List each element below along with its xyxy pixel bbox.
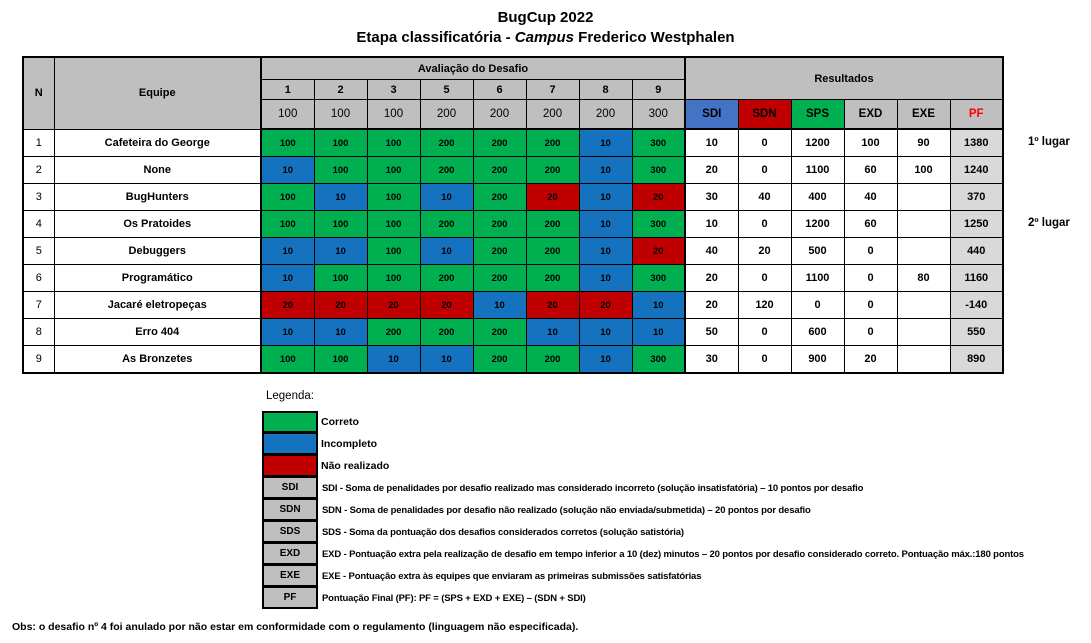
cell-team-name: Programático xyxy=(54,265,261,292)
subtitle-campus-italic: Campus xyxy=(514,28,574,46)
result-cell-sdi: 10 xyxy=(685,129,738,157)
result-cell-sdi: 20 xyxy=(685,157,738,184)
legend-abbrev-box-exe: EXE xyxy=(262,565,318,587)
challenge-cell-3-correct: 100 xyxy=(367,265,420,292)
challenge-cell-7-incomplete: 10 xyxy=(526,319,579,346)
result-cell-pf: 1240 xyxy=(950,157,1003,184)
challenge-cell-3-correct: 100 xyxy=(367,129,420,157)
legend-swatch-correct xyxy=(262,411,318,433)
legend-abbrev-row xyxy=(262,521,1024,543)
result-col-header-pf: PF xyxy=(950,100,1003,130)
challenge-cell-9-not_done: 20 xyxy=(632,184,685,211)
challenge-col-header-2: 2 xyxy=(314,80,367,100)
legend-abbrev-text: EXE - Pontuação extra às equipes que enviaram as primeiras submissões satisfatórias xyxy=(322,570,702,582)
result-col-header-exd: EXD xyxy=(844,100,897,130)
legend-color-row xyxy=(262,411,1024,433)
result-cell-sdi: 30 xyxy=(685,346,738,374)
challenge-cell-8-incomplete: 10 xyxy=(579,157,632,184)
challenge-cell-9-correct: 300 xyxy=(632,211,685,238)
challenge-cell-9-correct: 300 xyxy=(632,265,685,292)
challenge-cell-6-correct: 200 xyxy=(473,319,526,346)
legend-abbrev-text: Pontuação Final (PF): PF = (SPS + EXD + EXE) – (SDN + SDI) xyxy=(322,592,586,604)
team-row xyxy=(23,211,1003,238)
team-row xyxy=(23,184,1003,211)
result-cell-exe xyxy=(897,292,950,319)
legend-swatch-incomplete xyxy=(262,433,318,455)
challenge-points-header-8: 200 xyxy=(579,100,632,130)
challenge-cell-6-correct: 200 xyxy=(473,238,526,265)
result-col-header-sdi: SDI xyxy=(685,100,738,130)
challenge-cell-9-correct: 300 xyxy=(632,157,685,184)
challenge-cell-2-incomplete: 10 xyxy=(314,319,367,346)
result-cell-sdn: 40 xyxy=(738,184,791,211)
challenge-cell-1-incomplete: 10 xyxy=(261,238,314,265)
challenge-cell-8-incomplete: 10 xyxy=(579,238,632,265)
result-cell-sdi: 30 xyxy=(685,184,738,211)
result-cell-pf: 550 xyxy=(950,319,1003,346)
legend-abbrev-box-sds: SDS xyxy=(262,521,318,543)
legend-abbrev-row xyxy=(262,565,1024,587)
result-cell-sps: 1100 xyxy=(791,157,844,184)
cell-rank-number: 7 xyxy=(23,292,54,319)
cell-rank-number: 5 xyxy=(23,238,54,265)
challenge-cell-8-incomplete: 10 xyxy=(579,346,632,374)
challenge-cell-2-correct: 100 xyxy=(314,346,367,374)
legend-abbrev-text: EXD - Pontuação extra pela realização de desafio em tempo inferior a 10 (dez) minutos – 20 pontos por desafio considerado correto. Pontuação máx.:180 pontos xyxy=(322,548,1024,560)
page-subtitle xyxy=(0,28,1091,48)
result-cell-pf: -140 xyxy=(950,292,1003,319)
legend-abbrev-box-sdn: SDN xyxy=(262,499,318,521)
challenge-points-header-6: 200 xyxy=(473,100,526,130)
legend-color-row xyxy=(262,433,1024,455)
result-cell-exe: 80 xyxy=(897,265,950,292)
challenge-cell-7-correct: 200 xyxy=(526,265,579,292)
cell-team-name: Cafeteira do George xyxy=(54,129,261,157)
result-col-header-sps: SPS xyxy=(791,100,844,130)
cell-team-name: Jacaré eletropeças xyxy=(54,292,261,319)
result-cell-sps: 1200 xyxy=(791,129,844,157)
challenge-col-header-6: 6 xyxy=(473,80,526,100)
result-col-header-sdn: SDN xyxy=(738,100,791,130)
challenge-cell-7-correct: 200 xyxy=(526,211,579,238)
place-label-4: 2º lugar xyxy=(1028,217,1070,229)
challenge-cell-2-incomplete: 10 xyxy=(314,184,367,211)
team-row xyxy=(23,265,1003,292)
result-cell-pf: 1380 xyxy=(950,129,1003,157)
legend-abbrev-row xyxy=(262,477,1024,499)
challenge-cell-2-correct: 100 xyxy=(314,129,367,157)
team-row xyxy=(23,157,1003,184)
challenge-cell-3-incomplete: 10 xyxy=(367,346,420,374)
challenge-cell-3-correct: 100 xyxy=(367,157,420,184)
result-cell-pf: 890 xyxy=(950,346,1003,374)
place-label-1: 1º lugar xyxy=(1028,135,1070,148)
challenge-cell-7-correct: 200 xyxy=(526,346,579,374)
challenge-cell-9-correct: 300 xyxy=(632,346,685,374)
result-cell-exe: 100 xyxy=(897,157,950,184)
challenge-cell-5-not_done: 20 xyxy=(420,292,473,319)
result-cell-sdn: 0 xyxy=(738,346,791,374)
result-cell-exd: 0 xyxy=(844,265,897,292)
result-cell-sdn: 20 xyxy=(738,238,791,265)
challenge-cell-7-not_done: 20 xyxy=(526,184,579,211)
challenge-cell-5-correct: 200 xyxy=(420,319,473,346)
legend-color-row xyxy=(262,455,1024,477)
footnote: Obs: o desafio nº 4 foi anulado por não estar em conformidade com o regulamento (linguagem não especificada). xyxy=(12,621,579,633)
legend-title: Legenda: xyxy=(266,390,314,402)
challenge-col-header-1: 1 xyxy=(261,80,314,100)
challenge-cell-7-not_done: 20 xyxy=(526,292,579,319)
result-cell-pf: 1160 xyxy=(950,265,1003,292)
challenge-cell-5-correct: 200 xyxy=(420,211,473,238)
subtitle-suffix: Frederico Westphalen xyxy=(573,28,735,46)
legend-label: Incompleto xyxy=(321,438,378,450)
challenge-cell-6-correct: 200 xyxy=(473,346,526,374)
cell-rank-number: 1 xyxy=(23,129,54,157)
challenge-section-header: Avaliação do Desafio xyxy=(261,57,685,80)
challenge-cell-5-correct: 200 xyxy=(420,129,473,157)
challenge-cell-1-correct: 100 xyxy=(261,184,314,211)
result-cell-sps: 600 xyxy=(791,319,844,346)
cell-rank-number: 3 xyxy=(23,184,54,211)
result-cell-exd: 60 xyxy=(844,157,897,184)
challenge-cell-1-incomplete: 10 xyxy=(261,319,314,346)
result-cell-exd: 20 xyxy=(844,346,897,374)
challenge-cell-5-correct: 200 xyxy=(420,265,473,292)
challenge-cell-3-correct: 100 xyxy=(367,211,420,238)
challenge-cell-6-correct: 200 xyxy=(473,184,526,211)
challenge-cell-6-correct: 200 xyxy=(473,129,526,157)
challenge-points-header-5: 200 xyxy=(420,100,473,130)
cell-rank-number: 2 xyxy=(23,157,54,184)
results-table xyxy=(22,56,1004,374)
result-cell-sdi: 10 xyxy=(685,211,738,238)
challenge-cell-2-correct: 100 xyxy=(314,211,367,238)
result-cell-exe xyxy=(897,184,950,211)
result-cell-exd: 0 xyxy=(844,319,897,346)
legend-abbrev-text: SDS - Soma da pontuação dos desafios considerados corretos (solução satistória) xyxy=(322,526,684,538)
result-cell-sdn: 0 xyxy=(738,157,791,184)
result-cell-sps: 1200 xyxy=(791,211,844,238)
cell-rank-number: 9 xyxy=(23,346,54,374)
challenge-cell-5-correct: 200 xyxy=(420,157,473,184)
challenge-cell-5-incomplete: 10 xyxy=(420,184,473,211)
subtitle-prefix: Etapa classificatória - xyxy=(356,28,515,46)
result-cell-exd: 0 xyxy=(844,238,897,265)
challenge-col-header-7: 7 xyxy=(526,80,579,100)
result-cell-exe xyxy=(897,238,950,265)
challenge-points-header-9: 300 xyxy=(632,100,685,130)
result-cell-sdi: 20 xyxy=(685,265,738,292)
cell-team-name: BugHunters xyxy=(54,184,261,211)
challenge-cell-2-incomplete: 10 xyxy=(314,238,367,265)
challenge-cell-1-correct: 100 xyxy=(261,211,314,238)
result-cell-pf: 440 xyxy=(950,238,1003,265)
result-cell-sps: 1100 xyxy=(791,265,844,292)
result-cell-exd: 0 xyxy=(844,292,897,319)
challenge-col-header-3: 3 xyxy=(367,80,420,100)
legend-abbrev-row xyxy=(262,499,1024,521)
challenge-cell-9-not_done: 20 xyxy=(632,238,685,265)
challenge-cell-7-correct: 200 xyxy=(526,157,579,184)
challenge-cell-5-incomplete: 10 xyxy=(420,346,473,374)
cell-team-name: As Bronzetes xyxy=(54,346,261,374)
cell-team-name: None xyxy=(54,157,261,184)
result-cell-sps: 0 xyxy=(791,292,844,319)
challenge-cell-8-not_done: 20 xyxy=(579,292,632,319)
result-cell-sdn: 0 xyxy=(738,129,791,157)
challenge-cell-2-not_done: 20 xyxy=(314,292,367,319)
result-cell-sdi: 50 xyxy=(685,319,738,346)
result-cell-sdi: 20 xyxy=(685,292,738,319)
result-cell-sdn: 0 xyxy=(738,319,791,346)
challenge-cell-1-incomplete: 10 xyxy=(261,157,314,184)
results-section-header: Resultados xyxy=(685,57,1003,100)
cell-team-name: Erro 404 xyxy=(54,319,261,346)
result-cell-sps: 900 xyxy=(791,346,844,374)
challenge-col-header-8: 8 xyxy=(579,80,632,100)
title-block xyxy=(0,8,1091,47)
challenge-cell-7-correct: 200 xyxy=(526,129,579,157)
challenge-col-header-5: 5 xyxy=(420,80,473,100)
challenge-points-header-1: 100 xyxy=(261,100,314,130)
cell-rank-number: 6 xyxy=(23,265,54,292)
col-header-equipe: Equipe xyxy=(54,57,261,129)
result-cell-exe xyxy=(897,211,950,238)
challenge-cell-5-incomplete: 10 xyxy=(420,238,473,265)
challenge-col-header-9: 9 xyxy=(632,80,685,100)
result-cell-exe: 90 xyxy=(897,129,950,157)
legend-abbrev-row xyxy=(262,587,1024,609)
team-row xyxy=(23,292,1003,319)
challenge-cell-1-incomplete: 10 xyxy=(261,265,314,292)
challenge-cell-6-correct: 200 xyxy=(473,211,526,238)
challenge-cell-7-correct: 200 xyxy=(526,238,579,265)
challenge-cell-6-correct: 200 xyxy=(473,265,526,292)
col-header-n: N xyxy=(23,57,54,129)
result-cell-exe xyxy=(897,319,950,346)
legend-abbrev-box-sdi: SDI xyxy=(262,477,318,499)
result-cell-exe xyxy=(897,346,950,374)
challenge-points-header-2: 100 xyxy=(314,100,367,130)
challenge-cell-9-correct: 300 xyxy=(632,129,685,157)
result-cell-sdi: 40 xyxy=(685,238,738,265)
legend-abbrev-box-exd: EXD xyxy=(262,543,318,565)
challenge-cell-1-not_done: 20 xyxy=(261,292,314,319)
result-cell-sdn: 0 xyxy=(738,211,791,238)
result-cell-sps: 400 xyxy=(791,184,844,211)
challenge-points-header-7: 200 xyxy=(526,100,579,130)
result-cell-exd: 40 xyxy=(844,184,897,211)
challenge-cell-1-correct: 100 xyxy=(261,129,314,157)
legend-abbrev-text: SDN - Soma de penalidades por desafio não realizado (solução não enviada/submetida) – 20 pontos por desafio xyxy=(322,504,811,516)
result-cell-exd: 100 xyxy=(844,129,897,157)
challenge-cell-3-correct: 200 xyxy=(367,319,420,346)
challenge-cell-9-incomplete: 10 xyxy=(632,319,685,346)
challenge-cell-8-incomplete: 10 xyxy=(579,184,632,211)
legend-swatch-not_done xyxy=(262,455,318,477)
legend-abbrev-row xyxy=(262,543,1024,565)
result-cell-pf: 1250 xyxy=(950,211,1003,238)
page-title: BugCup 2022 xyxy=(497,9,594,26)
legend xyxy=(262,411,1024,609)
challenge-cell-2-correct: 100 xyxy=(314,157,367,184)
challenge-cell-8-incomplete: 10 xyxy=(579,265,632,292)
result-cell-sdn: 0 xyxy=(738,265,791,292)
result-cell-exd: 60 xyxy=(844,211,897,238)
challenge-cell-6-incomplete: 10 xyxy=(473,292,526,319)
legend-abbrev-text: SDI - Soma de penalidades por desafio realizado mas considerado incorreto (solução insatisfatória) – 10 pontos por desafio xyxy=(322,482,864,494)
challenge-points-header-3: 100 xyxy=(367,100,420,130)
challenge-cell-6-correct: 200 xyxy=(473,157,526,184)
challenge-cell-8-incomplete: 10 xyxy=(579,211,632,238)
team-row xyxy=(23,319,1003,346)
legend-label: Não realizado xyxy=(321,460,390,472)
result-cell-pf: 370 xyxy=(950,184,1003,211)
cell-team-name: Os Pratoides xyxy=(54,211,261,238)
team-row xyxy=(23,238,1003,265)
cell-team-name: Debuggers xyxy=(54,238,261,265)
challenge-cell-2-correct: 100 xyxy=(314,265,367,292)
team-row xyxy=(23,346,1003,374)
cell-rank-number: 8 xyxy=(23,319,54,346)
result-col-header-exe: EXE xyxy=(897,100,950,130)
challenge-cell-1-correct: 100 xyxy=(261,346,314,374)
result-cell-sps: 500 xyxy=(791,238,844,265)
legend-abbrev-box-pf: PF xyxy=(262,587,318,609)
team-row xyxy=(23,129,1003,157)
legend-label: Correto xyxy=(321,416,359,428)
team-rows xyxy=(23,129,1003,373)
challenge-cell-8-incomplete: 10 xyxy=(579,319,632,346)
cell-rank-number: 4 xyxy=(23,211,54,238)
result-cell-sdn: 120 xyxy=(738,292,791,319)
challenge-cell-3-correct: 100 xyxy=(367,184,420,211)
challenge-cell-3-not_done: 20 xyxy=(367,292,420,319)
challenge-cell-9-incomplete: 10 xyxy=(632,292,685,319)
challenge-cell-3-correct: 100 xyxy=(367,238,420,265)
challenge-cell-8-incomplete: 10 xyxy=(579,129,632,157)
